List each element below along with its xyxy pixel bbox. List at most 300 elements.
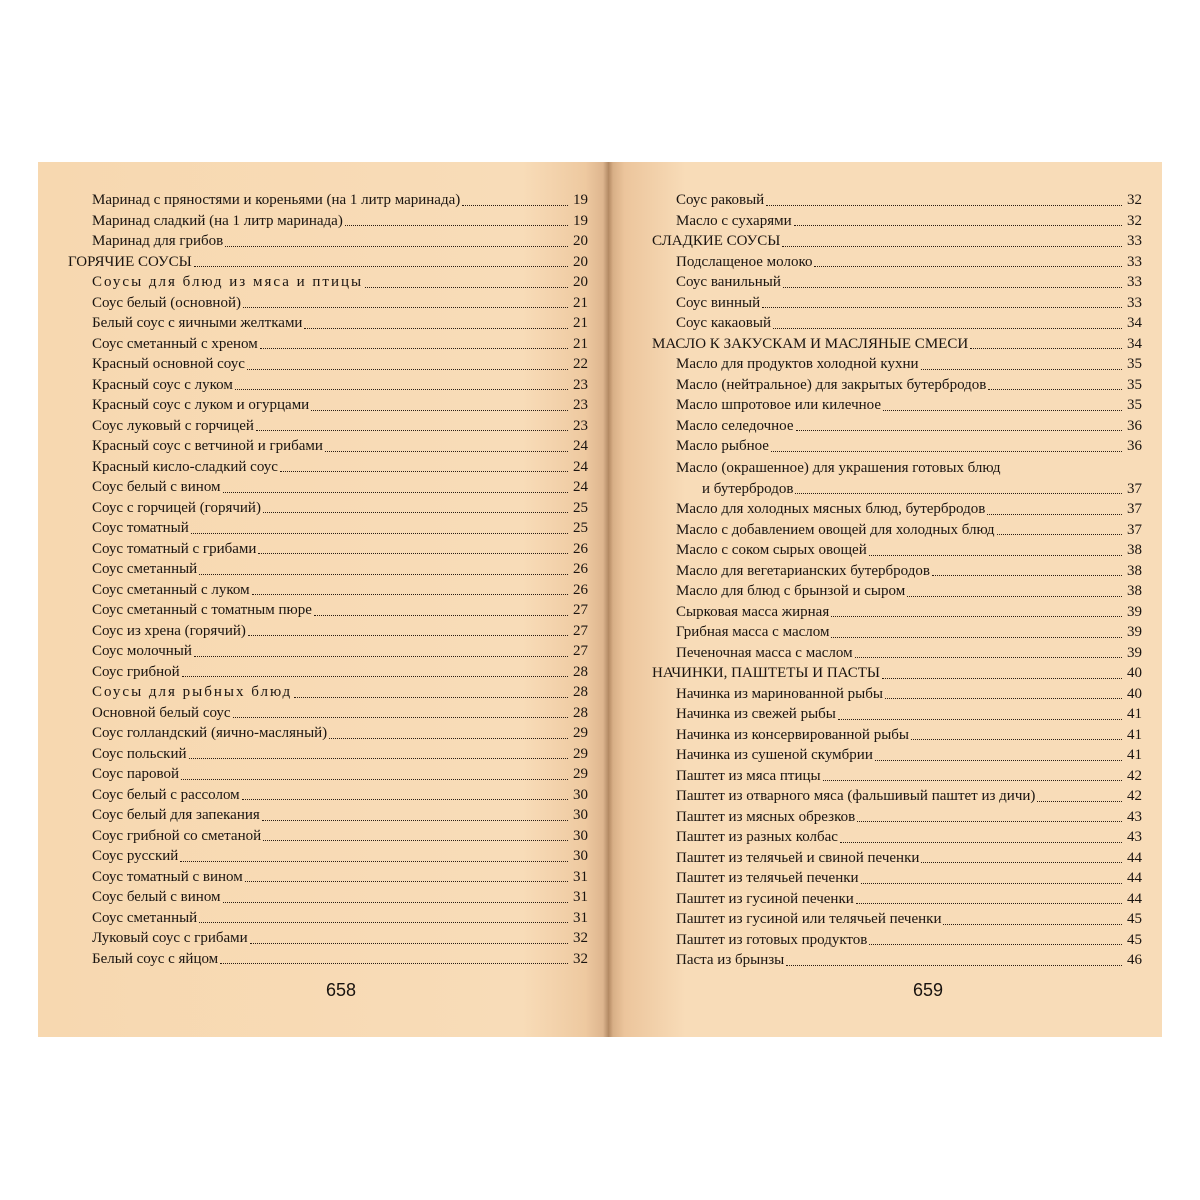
toc-dot-leader — [311, 410, 568, 411]
toc-dot-leader — [869, 944, 1122, 945]
toc-entry-title: Соус томатный с вином — [92, 868, 243, 885]
toc-dot-leader — [243, 307, 568, 308]
toc-dot-leader — [855, 657, 1122, 658]
toc-dot-leader — [248, 635, 568, 636]
toc-entry — [652, 540, 1142, 561]
toc-entry-title: Маринад для грибов — [92, 233, 224, 249]
toc-entry-title: Соусы для блюд из мяса и птицы — [92, 274, 364, 290]
toc-entry-title: Грибная масса с маслом — [676, 624, 830, 640]
toc-entry-title: Соус белый для запекания — [92, 807, 260, 823]
toc-entry-page: 19 — [573, 212, 588, 229]
toc-dot-leader — [831, 637, 1122, 638]
toc-dot-leader — [766, 205, 1122, 206]
toc-entry-title: Маринад сладкий (на 1 литр маринада) — [92, 212, 343, 229]
toc-entry — [652, 909, 1142, 930]
toc-entry-page: 39 — [1127, 644, 1142, 661]
toc-entry-page: 25 — [573, 520, 588, 536]
toc-entry — [652, 395, 1142, 416]
toc-entry — [652, 643, 1142, 664]
toc-entry — [652, 725, 1142, 746]
toc-entry-page: 21 — [573, 315, 588, 331]
toc-entry — [652, 499, 1142, 520]
toc-dot-leader — [988, 389, 1122, 390]
toc-entry — [652, 190, 1142, 211]
toc-dot-leader — [861, 883, 1122, 884]
toc-section-heading — [68, 252, 588, 273]
toc-entry — [652, 354, 1142, 375]
toc-entry-title: Сырковая масса жирная — [676, 603, 830, 620]
toc-entry — [652, 293, 1142, 314]
toc-entry-title: Паштет из телячьей печенки — [676, 870, 859, 886]
toc-entry-title: Паштет из телячьей и свиной печенки — [676, 849, 920, 866]
toc-entry — [68, 395, 588, 416]
toc-dot-leader — [250, 943, 568, 944]
toc-entry — [68, 600, 588, 621]
toc-dot-leader — [314, 615, 568, 616]
toc-entry-page: 29 — [573, 725, 588, 741]
toc-entry — [652, 704, 1142, 725]
toc-entry — [68, 231, 588, 252]
toc-dot-leader — [325, 451, 568, 452]
toc-entry — [68, 662, 588, 683]
toc-entry — [68, 272, 588, 293]
toc-dot-leader — [773, 328, 1122, 329]
toc-entry-page: 37 — [1127, 501, 1142, 517]
toc-entry-title: Соус сметанный — [92, 909, 198, 926]
toc-entry-title: Соус белый (основной) — [92, 294, 241, 311]
toc-dot-leader — [921, 369, 1122, 370]
toc-entry-page: 33 — [1127, 253, 1142, 270]
toc-entry-page: 37 — [1127, 521, 1142, 538]
toc-entry — [68, 928, 588, 949]
toc-entry-page: 21 — [573, 294, 588, 311]
toc-dot-leader — [225, 246, 568, 247]
toc-entry — [68, 313, 588, 334]
toc-entry-page: 26 — [573, 561, 588, 577]
toc-entry — [652, 211, 1142, 232]
toc-entry — [652, 868, 1142, 889]
toc-entry — [652, 622, 1142, 643]
toc-entry — [68, 211, 588, 232]
toc-entry — [68, 518, 588, 539]
toc-entry-title: Паштет из готовых продуктов — [676, 931, 868, 948]
toc-entry-page: 20 — [573, 274, 588, 290]
toc-entry-title: Начинка из свежей рыбы — [676, 706, 836, 722]
toc-section-heading — [652, 663, 1142, 684]
toc-dot-leader — [875, 760, 1122, 761]
toc-dot-leader — [256, 430, 568, 431]
toc-entry-title: Красный соус с ветчиной и грибами — [92, 438, 323, 454]
toc-entry-page: 19 — [573, 192, 588, 208]
toc-entry-title: Соус белый с рассолом — [92, 786, 240, 803]
toc-entry — [68, 190, 588, 211]
toc-entry-title: Соус белый с вином — [92, 889, 221, 905]
toc-entry-page: 39 — [1127, 624, 1142, 640]
toc-entry-page: 24 — [573, 479, 588, 495]
toc-entry — [68, 375, 588, 396]
toc-entry-title: Белый соус с яичными желтками — [92, 315, 303, 331]
toc-entry-page: 41 — [1127, 726, 1142, 743]
book-spread — [38, 162, 1162, 1037]
toc-dot-leader — [911, 739, 1122, 740]
toc-dot-leader — [223, 902, 568, 903]
toc-entry-page: 30 — [573, 848, 588, 864]
toc-entry-title: Соус луковый с горчицей — [92, 417, 254, 434]
toc-entry — [68, 539, 588, 560]
toc-entry-page: 37 — [1127, 480, 1142, 497]
page-number-left: 658 — [326, 980, 357, 1000]
toc-entry-page: 44 — [1127, 849, 1142, 866]
toc-entry — [68, 846, 588, 867]
toc-entry-page: 27 — [573, 622, 588, 639]
toc-entry-title: МАСЛО К ЗАКУСКАМ И МАСЛЯНЫЕ СМЕСИ — [652, 335, 969, 352]
toc-entry-title: Масло селедочное — [676, 417, 794, 434]
toc-entry-page: 30 — [573, 827, 588, 844]
toc-entry — [68, 580, 588, 601]
toc-dot-leader — [814, 266, 1122, 267]
toc-entry-page: 30 — [573, 807, 588, 823]
toc-entry-page: 42 — [1127, 788, 1142, 804]
toc-entry — [652, 457, 1142, 479]
toc-section-heading — [652, 231, 1142, 252]
toc-dot-leader — [762, 307, 1122, 308]
toc-dot-leader — [943, 924, 1122, 925]
toc-section-heading — [652, 334, 1142, 355]
toc-dot-leader — [795, 493, 1122, 494]
toc-dot-leader — [189, 758, 569, 759]
toc-entry — [68, 559, 588, 580]
toc-entry — [68, 354, 588, 375]
toc-entry-page: 23 — [573, 376, 588, 393]
toc-dot-leader — [280, 471, 568, 472]
toc-entry-title: Масло для продуктов холодной кухни — [676, 356, 919, 372]
toc-entry — [652, 520, 1142, 541]
toc-entry-title: Соус сметанный — [92, 561, 198, 577]
toc-entry-title: Масло с сухарями — [676, 212, 792, 229]
toc-entry-page: 31 — [573, 868, 588, 885]
toc-entry-page: 44 — [1127, 890, 1142, 907]
toc-entry — [68, 641, 588, 662]
toc-entry-page: 28 — [573, 684, 588, 700]
toc-dot-leader — [258, 553, 568, 554]
toc-entry-title: Соус винный — [676, 294, 761, 311]
toc-dot-leader — [260, 348, 568, 349]
toc-dot-leader — [329, 738, 568, 739]
toc-dot-leader — [997, 534, 1122, 535]
toc-dot-leader — [180, 861, 568, 862]
toc-dot-leader — [262, 820, 568, 821]
toc-entry-title: Соус сметанный с томатным пюре — [92, 602, 312, 618]
toc-dot-leader — [823, 780, 1122, 781]
toc-entry-page: 35 — [1127, 376, 1142, 393]
toc-dot-leader — [345, 225, 568, 226]
toc-entry-title: Паштет из разных колбас — [676, 829, 838, 845]
toc-entry-title: Паштет из гусиной печенки — [676, 890, 854, 907]
toc-dot-leader — [840, 842, 1122, 843]
toc-entry-title: Соус томатный с грибами — [92, 540, 257, 557]
toc-entry-page: 41 — [1127, 747, 1142, 763]
toc-dot-leader — [220, 963, 568, 964]
toc-entry — [652, 889, 1142, 910]
toc-entry — [652, 561, 1142, 582]
toc-entry-page: 34 — [1127, 315, 1142, 331]
toc-entry-page: 31 — [573, 889, 588, 905]
toc-entry-title: Соус сметанный с хреном — [92, 335, 258, 352]
toc-entry-title: Масло для холодных мясных блюд, бутербродов — [676, 501, 986, 517]
toc-dot-leader — [786, 965, 1122, 966]
toc-entry — [68, 457, 588, 478]
toc-entry — [652, 602, 1142, 623]
toc-entry-title: Соус с горчицей (горячий) — [92, 499, 261, 516]
toc-entry-title: Красный кисло-сладкий соус — [92, 458, 278, 475]
toc-entry-page: 38 — [1127, 542, 1142, 558]
toc-entry-page: 33 — [1127, 233, 1142, 249]
toc-dot-leader — [294, 697, 568, 698]
toc-entry-title: НАЧИНКИ, ПАШТЕТЫ И ПАСТЫ — [652, 665, 881, 681]
toc-entry-page: 20 — [573, 233, 588, 249]
toc-dot-leader — [831, 616, 1122, 617]
toc-dot-leader — [796, 430, 1123, 431]
toc-entry-title: Соус молочный — [92, 643, 192, 659]
toc-entry — [68, 949, 588, 970]
toc-entry-title: Красный соус с луком и огурцами — [92, 397, 310, 413]
toc-entry — [652, 416, 1142, 437]
toc-entry — [652, 786, 1142, 807]
toc-entry-title: Масло (окрашенное) для украшения готовых блюд — [676, 459, 1001, 476]
toc-entry — [652, 827, 1142, 848]
toc-dot-leader — [263, 512, 568, 513]
toc-entry-title: Начинка из сушеной скумбрии — [676, 747, 873, 763]
toc-entry-title: Паста из брынзы — [676, 952, 785, 968]
toc-entry-page: 33 — [1127, 294, 1142, 311]
toc-entry-title: Соусы для рыбных блюд — [92, 684, 293, 700]
book-gutter — [603, 162, 613, 1037]
toc-dot-leader — [783, 287, 1122, 288]
toc-dot-leader — [794, 225, 1122, 226]
toc-dot-leader — [233, 717, 568, 718]
toc-entry-page: 24 — [573, 458, 588, 475]
toc-entry-page: 39 — [1127, 603, 1142, 620]
toc-dot-leader — [199, 574, 568, 575]
toc-entry-title: Масло для блюд с брынзой и сыром — [676, 583, 906, 599]
toc-entry — [68, 723, 588, 744]
toc-entry-page: 40 — [1127, 685, 1142, 702]
toc-dot-leader — [856, 903, 1122, 904]
toc-entry-title: Красный основной соус — [92, 356, 245, 372]
toc-entry — [652, 745, 1142, 766]
toc-dot-leader — [885, 698, 1122, 699]
toc-entry-page: 23 — [573, 397, 588, 413]
toc-entry-title: Паштет из отварного мяса (фальшивый паштет из дичи) — [676, 788, 1036, 804]
toc-dot-leader — [235, 389, 568, 390]
toc-dot-leader — [245, 881, 568, 882]
toc-entry-page: 30 — [573, 786, 588, 803]
toc-entry-page: 45 — [1127, 931, 1142, 948]
toc-entry-title: Соус из хрена (горячий) — [92, 622, 246, 639]
toc-entry — [68, 908, 588, 929]
toc-dot-leader — [199, 922, 568, 923]
toc-entry-title: СЛАДКИЕ СОУСЫ — [652, 233, 781, 249]
toc-entry-title: Соус томатный — [92, 520, 189, 536]
toc-entry-title: Белый соус с яйцом — [92, 950, 219, 967]
toc-entry — [68, 334, 588, 355]
toc-dot-leader — [191, 533, 568, 534]
toc-entry-page: 43 — [1127, 808, 1142, 825]
toc-list-left — [68, 190, 588, 969]
toc-entry-page: 40 — [1127, 665, 1142, 681]
toc-dot-leader — [194, 656, 568, 657]
toc-dot-leader — [365, 287, 568, 288]
toc-entry-title: ГОРЯЧИЕ СОУСЫ — [68, 253, 192, 270]
toc-entry — [652, 807, 1142, 828]
toc-dot-leader — [987, 514, 1122, 515]
toc-entry-page: 26 — [573, 581, 588, 598]
toc-entry — [652, 313, 1142, 334]
toc-entry-page: 33 — [1127, 274, 1142, 290]
toc-entry — [652, 766, 1142, 787]
toc-entry-title: Масло для вегетарианских бутербродов — [676, 562, 930, 579]
toc-entry-title: Соус грибной со сметаной — [92, 827, 262, 844]
toc-entry-title: Паштет из мяса птицы — [676, 767, 821, 784]
toc-entry-page: 35 — [1127, 397, 1142, 413]
toc-entry-page: 32 — [1127, 192, 1142, 208]
toc-entry-page: 32 — [573, 950, 588, 967]
toc-entry-page: 46 — [1127, 952, 1142, 968]
toc-entry — [652, 436, 1142, 457]
toc-entry — [652, 930, 1142, 951]
toc-entry-page: 44 — [1127, 870, 1142, 886]
toc-entry-title: Красный соус с луком — [92, 376, 233, 393]
toc-entry — [652, 848, 1142, 869]
toc-entry-title: Масло (нейтральное) для закрытых бутербродов — [676, 376, 987, 393]
toc-dot-leader — [857, 821, 1122, 822]
toc-entry-page: 36 — [1127, 438, 1142, 454]
toc-entry-title: Луковый соус с грибами — [92, 930, 248, 946]
toc-entry-page: 36 — [1127, 417, 1142, 434]
toc-entry — [68, 477, 588, 498]
toc-entry — [68, 785, 588, 806]
toc-entry — [652, 272, 1142, 293]
toc-entry-title: Соус раковый — [676, 192, 765, 208]
toc-entry-page: 32 — [573, 930, 588, 946]
toc-entry-page: 27 — [573, 643, 588, 659]
toc-dot-leader — [838, 719, 1122, 720]
toc-dot-leader — [223, 492, 568, 493]
toc-entry-page: 23 — [573, 417, 588, 434]
toc-entry-title: Соус какаовый — [676, 315, 771, 331]
toc-entry-title: Подслащеное молоко — [676, 253, 813, 270]
toc-entry-page: 22 — [573, 356, 588, 372]
toc-entry-title: и бутербродов — [702, 480, 794, 497]
toc-entry-title: Масло с соком сырых овощей — [676, 542, 867, 558]
toc-entry — [652, 581, 1142, 602]
toc-entry — [68, 887, 588, 908]
toc-entry-page: 27 — [573, 602, 588, 618]
toc-entry — [652, 252, 1142, 273]
toc-entry — [68, 826, 588, 847]
toc-dot-leader — [194, 266, 568, 267]
toc-dot-leader — [883, 410, 1122, 411]
toc-entry — [68, 621, 588, 642]
toc-entry — [68, 764, 588, 785]
toc-entry-title: Паштет из гусиной или телячьей печенки — [676, 911, 942, 927]
toc-dot-leader — [882, 678, 1122, 679]
toc-entry-page: 34 — [1127, 335, 1142, 352]
toc-entry-page: 29 — [573, 745, 588, 762]
toc-entry-page: 28 — [573, 663, 588, 680]
toc-entry-page: 28 — [573, 704, 588, 721]
toc-entry-page: 25 — [573, 499, 588, 516]
toc-dot-leader — [181, 779, 568, 780]
toc-entry-title: Масло шпротовое или килечное — [676, 397, 881, 413]
toc-dot-leader — [182, 676, 568, 677]
toc-entry-page: 38 — [1127, 583, 1142, 599]
toc-dot-leader — [771, 451, 1122, 452]
toc-entry-page: 38 — [1127, 562, 1142, 579]
toc-entry — [68, 805, 588, 826]
toc-entry-title: Соус ванильный — [676, 274, 781, 290]
toc-entry-title: Печеночная масса с маслом — [676, 644, 853, 661]
toc-dot-leader — [263, 840, 568, 841]
toc-dot-leader — [247, 369, 568, 370]
toc-entry-page: 35 — [1127, 356, 1142, 372]
toc-entry — [652, 950, 1142, 971]
toc-entry-title: Соус грибной — [92, 663, 180, 680]
toc-dot-leader — [242, 799, 568, 800]
toc-entry — [68, 293, 588, 314]
toc-entry — [68, 416, 588, 437]
toc-dot-leader — [252, 594, 568, 595]
toc-entry-title: Начинка из консервированной рыбы — [676, 726, 909, 743]
toc-entry-title: Основной белый соус — [92, 704, 231, 721]
toc-entry-page: 26 — [573, 540, 588, 557]
toc-dot-leader — [869, 555, 1122, 556]
toc-entry-page: 43 — [1127, 829, 1142, 845]
toc-list-right — [652, 190, 1142, 971]
toc-entry-page: 29 — [573, 766, 588, 782]
toc-entry — [68, 744, 588, 765]
toc-entry — [68, 498, 588, 519]
toc-dot-leader — [782, 246, 1122, 247]
toc-entry — [68, 703, 588, 724]
left-page — [38, 162, 608, 1037]
toc-dot-leader — [462, 205, 568, 206]
toc-entry-title: Соус сметанный с луком — [92, 581, 250, 598]
toc-entry-title: Масло рыбное — [676, 438, 769, 454]
toc-entry — [68, 682, 588, 703]
toc-entry-title: Начинка из маринованной рыбы — [676, 685, 883, 702]
toc-entry-title: Соус белый с вином — [92, 479, 221, 495]
toc-entry-title: Паштет из мясных обрезков — [676, 808, 856, 825]
toc-entry — [652, 375, 1142, 396]
toc-entry — [652, 479, 1142, 500]
toc-entry — [68, 436, 588, 457]
toc-dot-leader — [932, 575, 1122, 576]
toc-dot-leader — [921, 862, 1122, 863]
toc-entry — [68, 867, 588, 888]
toc-entry-page: 31 — [573, 909, 588, 926]
toc-entry-page: 24 — [573, 438, 588, 454]
toc-entry-page: 21 — [573, 335, 588, 352]
toc-dot-leader — [304, 328, 568, 329]
toc-entry-page: 41 — [1127, 706, 1142, 722]
toc-entry-title: Маринад с пряностями и кореньями (на 1 литр маринада) — [92, 192, 461, 208]
toc-entry-page: 45 — [1127, 911, 1142, 927]
toc-dot-leader — [907, 596, 1122, 597]
toc-dot-leader — [1037, 801, 1122, 802]
toc-entry-page: 20 — [573, 253, 588, 270]
toc-entry-title: Соус паровой — [92, 766, 180, 782]
